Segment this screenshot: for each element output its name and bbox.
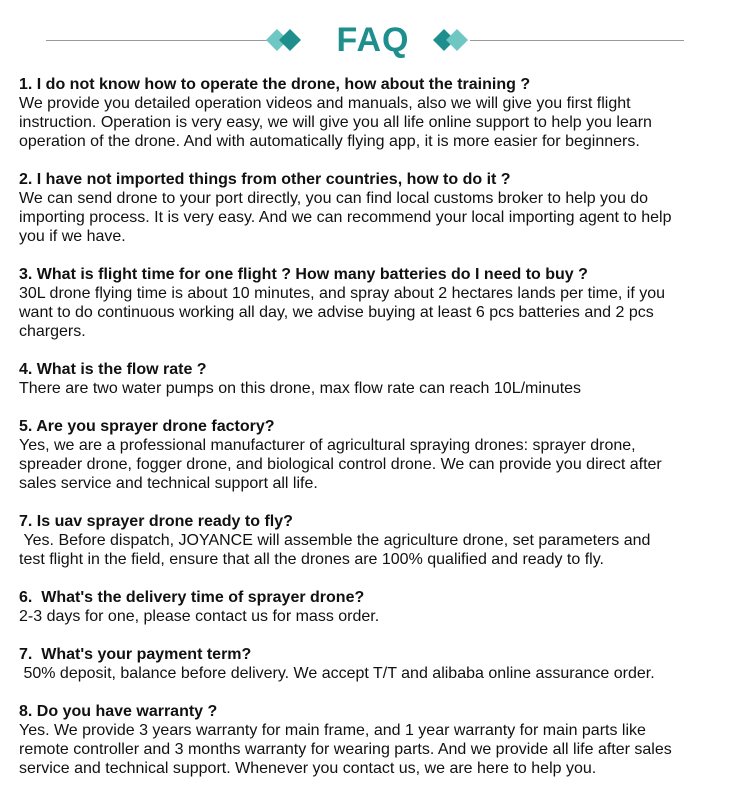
faq-question: 7. What's your payment term? — [19, 646, 252, 663]
faq-item — [19, 588, 731, 626]
faq-list — [19, 75, 731, 797]
faq-item — [19, 645, 731, 683]
faq-item — [19, 360, 731, 398]
faq-item — [19, 512, 731, 569]
right-divider-line — [470, 40, 684, 41]
faq-question: 4. What is the flow rate ? — [19, 361, 207, 378]
faq-answer: We can send drone to your port directly, you can find local customs broker to help you do importing process. It is very easy. And we can recommend your local importing agent to help you if we have. — [19, 190, 672, 245]
faq-answer: 30L drone flying time is about 10 minutes, and spray about 2 hectares lands per time, if you want to do continuous working all day, we advise buying at least 6 pcs batteries and 2 pcs chargers. — [19, 285, 665, 340]
faq-item — [19, 265, 731, 341]
faq-question: 7. Is uav sprayer drone ready to fly? — [19, 513, 293, 530]
faq-answer: 2-3 days for one, please contact us for mass order. — [19, 608, 380, 625]
faq-question: 5. Are you sprayer drone factory? — [19, 418, 275, 435]
faq-question: 2. I have not imported things from other countries, how to do it ? — [19, 171, 511, 188]
faq-question: 1. I do not know how to operate the drone, how about the training ? — [19, 76, 531, 93]
faq-answer: We provide you detailed operation videos and manuals, also we will give you first flight instruction. Operation is very easy, we will give you all life online support to help you learn operation of the drone. And with automatically flying app, it is more easier for beginners. — [19, 95, 652, 150]
page-title: FAQ — [336, 21, 410, 59]
double-diamond-icon — [266, 29, 306, 51]
faq-answer: Yes. We provide 3 years warranty for main frame, and 1 year warranty for main parts like remote controller and 3 months warranty for wearing parts. And we provide all life after sales service and technical support. Whenever you contact us, we are here to help you. — [19, 722, 672, 777]
faq-header — [0, 0, 750, 80]
faq-question: 3. What is flight time for one flight ? How many batteries do I need to buy ? — [19, 266, 588, 283]
left-divider-line — [46, 40, 270, 41]
double-diamond-icon — [428, 29, 468, 51]
faq-item — [19, 702, 731, 778]
faq-answer: Yes, we are a professional manufacturer of agricultural spraying drones: sprayer drone, spreader drone, fogger drone, and biological control drone. We can provide you direct after sales service and technical support all life. — [19, 437, 662, 492]
faq-answer: Yes. Before dispatch, JOYANCE will assemble the agriculture drone, set parameters and test flight in the field, ensure that all the drones are 100% qualified and ready to fly. — [19, 532, 651, 568]
faq-question: 6. What's the delivery time of sprayer drone? — [19, 589, 365, 606]
faq-item — [19, 170, 731, 246]
faq-answer: 50% deposit, balance before delivery. We accept T/T and alibaba online assurance order. — [19, 665, 655, 682]
faq-item — [19, 417, 731, 493]
faq-answer: There are two water pumps on this drone, max flow rate can reach 10L/minutes — [19, 380, 582, 397]
faq-question: 8. Do you have warranty ? — [19, 703, 218, 720]
faq-item — [19, 75, 731, 151]
